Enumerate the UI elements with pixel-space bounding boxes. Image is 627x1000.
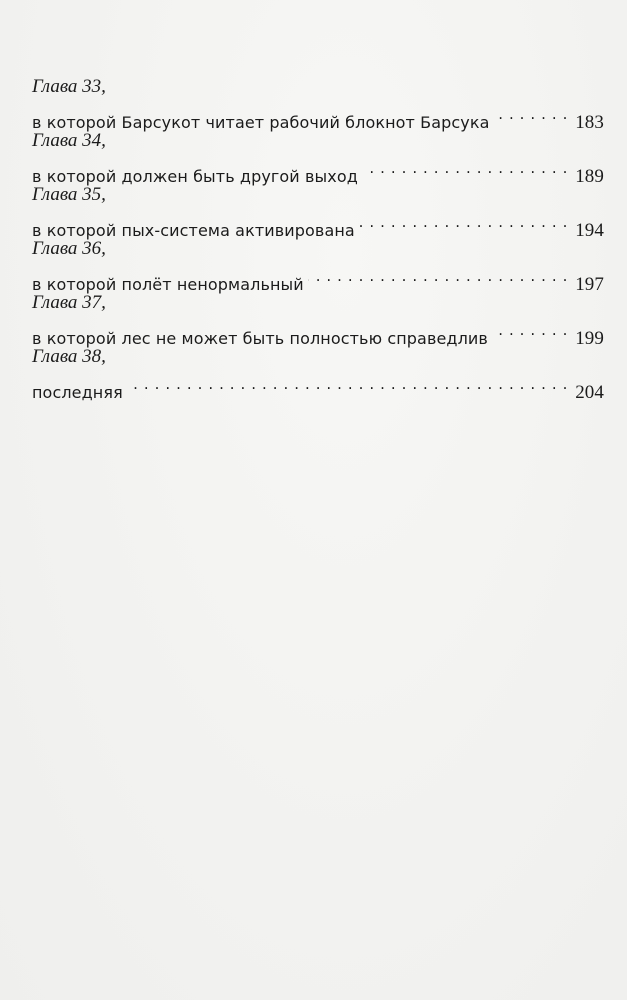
chapter-line xyxy=(32,262,604,295)
chapter-label: Глава 36, xyxy=(32,238,106,259)
chapter-label: Глава 34, xyxy=(32,130,106,151)
chapter-label: Глава 38, xyxy=(32,346,106,367)
chapter-title: в которой полёт ненормальный xyxy=(32,275,304,294)
table-of-contents xyxy=(32,74,604,403)
chapter-line xyxy=(32,100,604,133)
dot-leader xyxy=(492,316,568,344)
page-number: 204 xyxy=(575,382,604,403)
chapter-label: Глава 35, xyxy=(32,184,106,205)
dot-leader xyxy=(308,262,568,290)
chapter-line xyxy=(32,316,604,349)
page-number: 197 xyxy=(575,274,604,295)
chapter-title: в которой должен быть другой выход xyxy=(32,167,358,186)
chapter-line xyxy=(32,208,604,241)
dot-leader xyxy=(494,100,568,128)
chapter-title: последняя xyxy=(32,383,123,402)
page-number: 183 xyxy=(575,112,604,133)
dot-leader xyxy=(127,370,568,398)
dot-leader xyxy=(359,208,568,236)
page-number: 189 xyxy=(575,166,604,187)
chapter-label: Глава 37, xyxy=(32,292,106,313)
chapter-line xyxy=(32,370,604,403)
chapter-title: в которой пых-система активирована xyxy=(32,221,355,240)
chapter-title: в которой лес не может быть полностью справедлив xyxy=(32,329,488,348)
page-number: 199 xyxy=(575,328,604,349)
page-number: 194 xyxy=(575,220,604,241)
chapter-title: в которой Барсукот читает рабочий блокнот Барсука xyxy=(32,113,490,132)
chapter-label: Глава 33, xyxy=(32,76,106,97)
toc-entry xyxy=(32,74,604,133)
chapter-line xyxy=(32,154,604,187)
dot-leader xyxy=(362,154,568,182)
